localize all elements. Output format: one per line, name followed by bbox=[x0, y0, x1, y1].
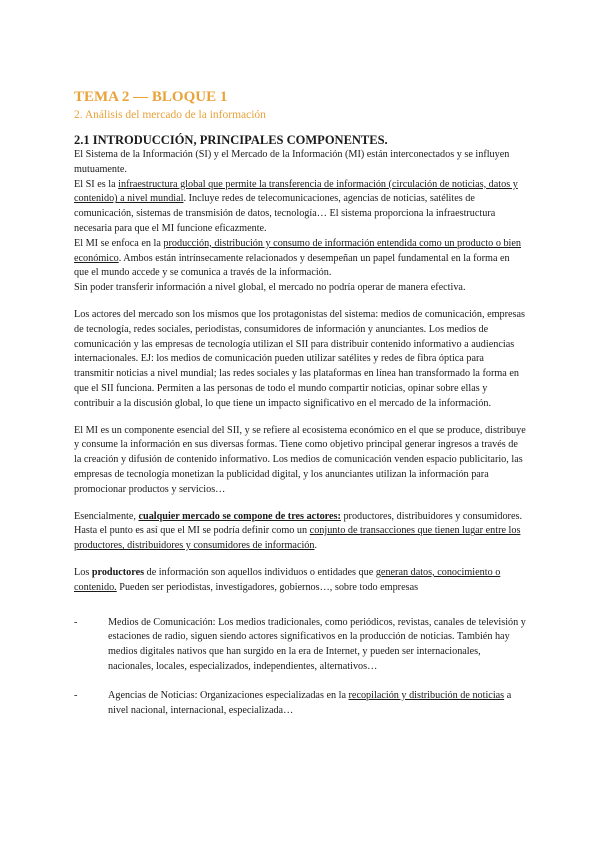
text-run: . bbox=[314, 540, 318, 552]
list-item bbox=[74, 689, 526, 719]
paragraph-actors: Los actores del mercado son los mismos que los protagonistas del sistema: medios de comunicación, empresas de tecnología, redes sociales, periodistas, consumidores de información y anunciantes. Los medios de comunicación y las empresas de tecnología utilizan el SII para distribuir contenido informativo a audiencias internacionales. EJ: los medios de comunicación pueden utilizar satélites y redes de fibra óptica para transmitir noticias a nivel mundial; las redes sociales y las plataformas en línea han transformado la forma en que el SII funciona. Permiten a las personas de todo el mundo compartir noticias, opinar sobre ellas y contribuir a la discusión global, lo que tiene un impacto significativo en el mercado de la información. bbox=[74, 308, 525, 409]
document-title: TEMA 2 — BLOQUE 1 bbox=[74, 89, 228, 105]
text-run: a nivel nacional, internacional, especializada… bbox=[108, 689, 512, 716]
bold-underlined-text: cualquier mercado se compone de tres actores: bbox=[138, 510, 341, 522]
paragraph-mi-definition bbox=[74, 237, 526, 281]
text-run: Los bbox=[74, 566, 92, 578]
text-run: . Incluye redes de telecomunicaciones, agencias de noticias, satélites de comunicación, sistemas de transmisión de datos, tecnología… El sistema proporciona la infraestructura necesaria para que el MI funcione eficazmente. bbox=[74, 193, 496, 234]
section-heading: 2.1 INTRODUCCIÓN, PRINCIPALES COMPONENTES. bbox=[74, 133, 388, 147]
underlined-text: infraestructura global que permite la transferencia de información (circulación de noticias, datos y contenido) a nivel mundial bbox=[74, 178, 518, 205]
text-run: Agencias de Noticias: Organizaciones especializadas en la bbox=[108, 689, 349, 701]
text-run: El SI es la bbox=[74, 178, 119, 190]
paragraph-transfer: Sin poder transferir información a nivel global, el mercado no podría operar de manera efectiva. bbox=[74, 282, 466, 294]
text-run: de información son aquellos individuos o entidades que bbox=[144, 566, 376, 578]
text-run: El MI se enfoca en la bbox=[74, 237, 164, 249]
underlined-text: recopilación y distribución de noticias bbox=[348, 689, 505, 701]
paragraph-mi-component: El MI es un componente esencial del SII, y se refiere al ecosistema económico en el que se produce, distribuye y consume la información en sus diversas formas. Tiene como objetivo principal generar ingresos a través de la creación y difusión de contenido informativo. Los medios de comunicación venden espacio publicitario, las empresas de tecnología monetizan la publicidad digital, y los anunciantes utilizan la información para promocionar productos y servicios… bbox=[74, 424, 526, 495]
underlined-text: producción, distribución y consumo de información entendida como un producto o bien económico bbox=[74, 237, 522, 264]
list-dash: - bbox=[74, 689, 78, 701]
document-subtitle: 2. Análisis del mercado de la información bbox=[74, 109, 266, 121]
paragraph-si-definition bbox=[74, 178, 526, 237]
producers-list bbox=[74, 616, 526, 719]
document-content bbox=[74, 88, 526, 718]
text-run: Medios de Comunicación: Los medios tradicionales, como periódicos, revistas, canales de televisión y estaciones de radio, siguen siendo actores significativos en la producción de noticias. También hay medios digitales nativos que han surgido en la era de Internet, y pueden ser internacionales, nacionales, locales, especializados, independientes, alternativos… bbox=[108, 616, 526, 672]
paragraph-si-mi-intro: El Sistema de la Información (SI) y el Mercado de la Información (MI) están interconectados y se influyen mutuamente. bbox=[74, 149, 510, 175]
underlined-text: conjunto de transacciones que tienen lugar entre los productores, distribuidores y consumidores de información bbox=[74, 525, 521, 552]
paragraph-producers bbox=[74, 566, 526, 596]
text-run: Pueden ser periodistas, investigadores, gobiernos…, sobre todo empresas bbox=[116, 581, 419, 593]
text-run: productores, distribuidores y consumidores. Hasta el punto es así que el MI se podría definir como un bbox=[74, 510, 522, 537]
text-run: . Ambos están intrínsecamente relacionados y desempeñan un papel fundamental en la forma en que el mundo accede y se comunica a través de la información. bbox=[74, 252, 510, 279]
bold-text: productores bbox=[91, 566, 145, 578]
underlined-text: generan datos, conocimiento o contenido. bbox=[74, 566, 501, 593]
text-run: Esencialmente, bbox=[74, 510, 139, 522]
list-item bbox=[74, 616, 526, 675]
paragraph-three-actors bbox=[74, 510, 526, 554]
list-dash: - bbox=[74, 616, 78, 628]
